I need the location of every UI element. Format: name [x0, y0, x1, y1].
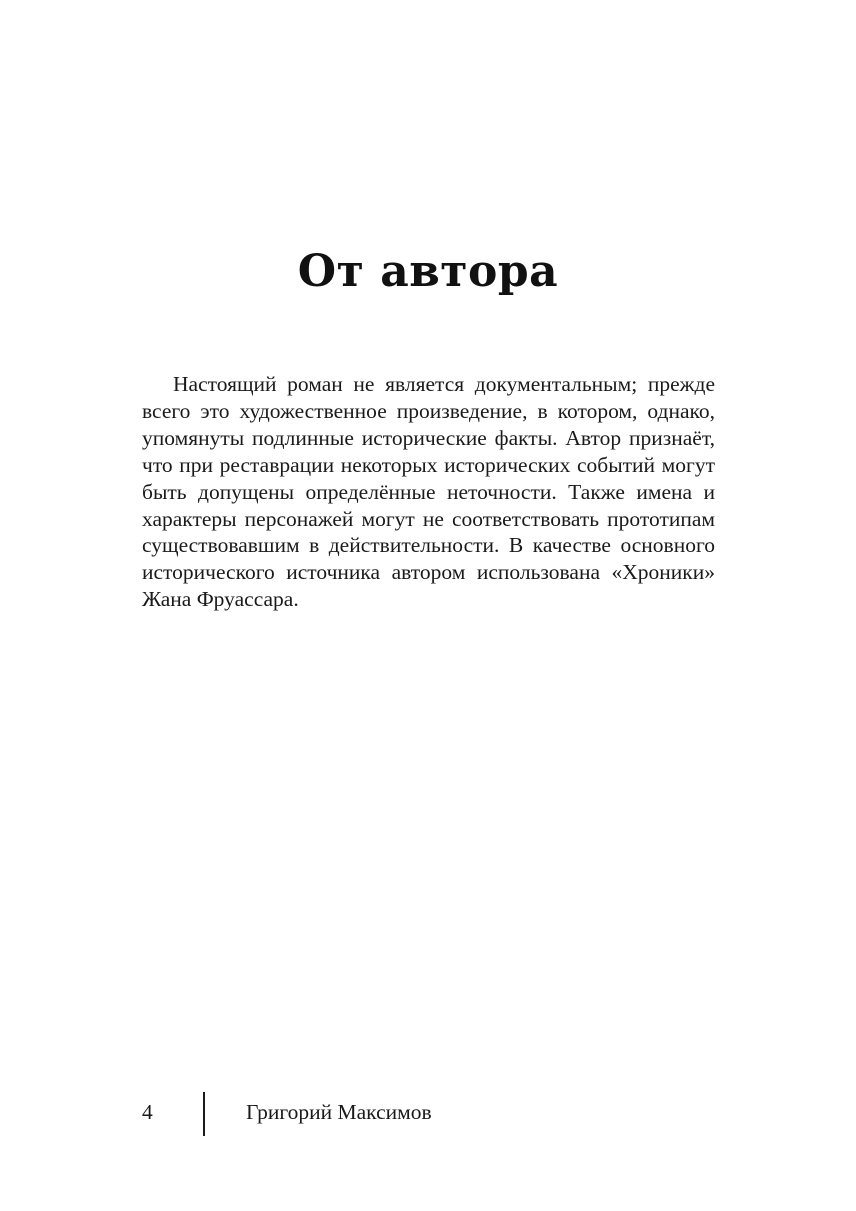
page-number: 4 [142, 1100, 153, 1124]
footer-author-name: Григорий Максимов [246, 1100, 432, 1124]
body-paragraph: Настоящий роман не является документальным; прежде всего это художественное произведение, в котором, однако, упомянуты подлинные исторические факты. Автор признаёт, что при реставрации некоторых исторических событий могут быть допущены определённые неточности. Также имена и характеры персонажей могут не соответствовать прототипам существовавшим в действительности. В качестве основного исторического источника автором использована «Хроники» Жана Фруассара. [142, 372, 715, 612]
page-title: От автора [297, 246, 559, 297]
footer-divider [203, 1092, 205, 1136]
